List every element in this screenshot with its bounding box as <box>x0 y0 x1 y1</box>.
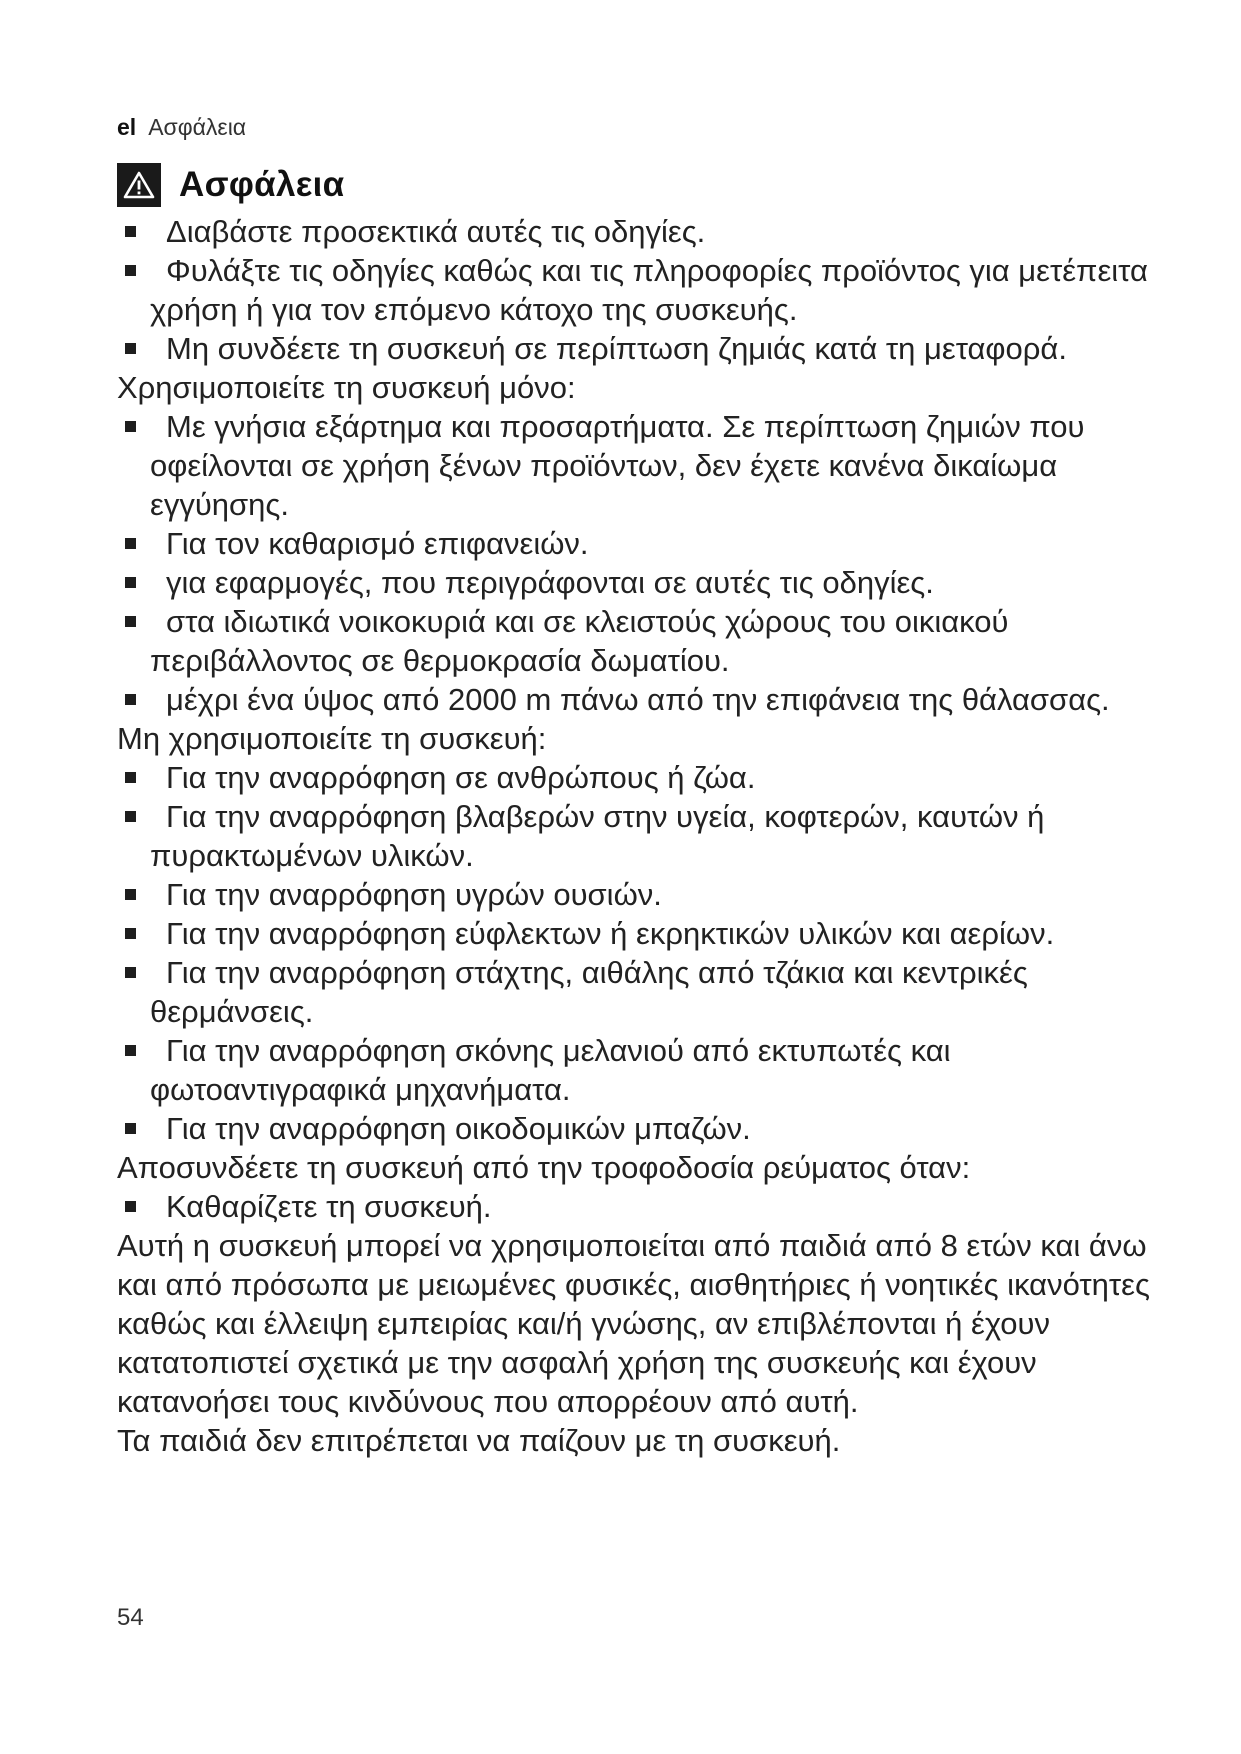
list-item-text: Για την αναρρόφηση στάχτης, αιθάλης από τζάκια και κεντρικές θερμάνσεις. <box>150 955 1028 1029</box>
bullet-square-icon <box>125 1045 136 1056</box>
list-item-text: Για την αναρρόφηση οικοδομικών μπαζών. <box>166 1111 751 1146</box>
bullet-square-icon <box>125 1123 136 1134</box>
bullet-square-icon <box>125 577 136 588</box>
warning-triangle-icon <box>117 163 161 207</box>
list-item-text: Διαβάστε προσεκτικά αυτές τις οδηγίες. <box>166 214 706 249</box>
bullet-square-icon <box>125 694 136 705</box>
list-item-text: Για την αναρρόφηση υγρών ουσιών. <box>166 877 662 912</box>
section-title-row <box>117 162 345 208</box>
list-item <box>117 914 1167 953</box>
list-item-text: Για την αναρρόφηση σκόνης μελανιού από εκτυπωτές και φωτοαντιγραφικά μηχανήματα. <box>150 1033 951 1107</box>
bullet-square-icon <box>125 811 136 822</box>
bullet-square-icon <box>125 1201 136 1212</box>
bullet-square-icon <box>125 265 136 276</box>
bullet-square-icon <box>125 889 136 900</box>
list-item <box>117 758 1167 797</box>
list-item-text: μέχρι ένα ύψος από 2000 m πάνω από την επιφάνεια της θάλασσας. <box>166 682 1110 717</box>
page-number: 54 <box>117 1604 144 1631</box>
paragraph-text: Μη χρησιμοποιείτε τη συσκευή: <box>117 721 547 756</box>
list-item <box>117 212 1167 251</box>
page-title: Ασφάλεια <box>179 165 345 204</box>
paragraph <box>117 1226 1167 1421</box>
list-item <box>117 875 1167 914</box>
paragraph <box>117 1148 1167 1187</box>
bullet-square-icon <box>125 967 136 978</box>
list-item-text: στα ιδιωτικά νοικοκυριά και σε κλειστούς χώρους του οικιακού περιβάλλοντος σε θερμοκρασία δωματίου. <box>150 604 1009 678</box>
paragraph-text: Τα παιδιά δεν επιτρέπεται να παίζουν με τη συσκευή. <box>117 1423 841 1458</box>
list-item <box>117 680 1167 719</box>
list-item-text: για εφαρμογές, που περιγράφονται σε αυτές τις οδηγίες. <box>166 565 934 600</box>
list-item <box>117 563 1167 602</box>
list-item-text: Για τον καθαρισμό επιφανειών. <box>166 526 589 561</box>
bullet-square-icon <box>125 343 136 354</box>
list-item-text: Μη συνδέετε τη συσκευή σε περίπτωση ζημιάς κατά τη μεταφορά. <box>166 331 1067 366</box>
paragraph <box>117 368 1167 407</box>
list-item-text: Για την αναρρόφηση εύφλεκτων ή εκρηκτικών υλικών και αερίων. <box>166 916 1055 951</box>
bullet-square-icon <box>125 928 136 939</box>
header-section: Ασφάλεια <box>148 114 247 140</box>
page-header <box>117 112 246 142</box>
list-item <box>117 953 1167 1031</box>
bullet-square-icon <box>125 421 136 432</box>
list-item <box>117 524 1167 563</box>
list-item-text: Με γνήσια εξάρτημα και προσαρτήματα. Σε περίπτωση ζημιών που οφείλονται σε χρήση ξένων προϊόντων, δεν έχετε κανένα δικαίωμα εγγύησης. <box>150 409 1085 522</box>
list-item-text: Καθαρίζετε τη συσκευή. <box>166 1189 492 1224</box>
list-item <box>117 329 1167 368</box>
list-item-text: Για την αναρρόφηση βλαβερών στην υγεία, κοφτερών, καυτών ή πυρακτωμένων υλικών. <box>150 799 1045 873</box>
list-item-text: Φυλάξτε τις οδηγίες καθώς και τις πληροφορίες προϊόντος για μετέπειτα χρήση ή για τον επόμενο κάτοχο της συσκευής. <box>150 253 1148 327</box>
paragraph-text: Αυτή η συσκευή μπορεί να χρησιμοποιείται από παιδιά από 8 ετών και άνω και από πρόσωπα με μειωμένες φυσικές, αισθητήριες ή νοητικές ικανότητες καθώς και έλλειψη εμπειρίας και/ή γνώσης, αν επιβλέπονται ή έχουν κατατοπιστεί σχετικά με την ασφαλή χρήση της συσκευής και έχουν κατανοήσει τους κινδύνους που απορρέουν από αυτή. <box>117 1228 1150 1419</box>
paragraph <box>117 719 1167 758</box>
paragraph-text: Χρησιμοποιείτε τη συσκευή μόνο: <box>117 370 576 405</box>
language-code: el <box>117 114 137 140</box>
paragraph <box>117 1421 1167 1460</box>
list-item <box>117 251 1167 329</box>
list-item-text: Για την αναρρόφηση σε ανθρώπους ή ζώα. <box>166 760 756 795</box>
bullet-square-icon <box>125 226 136 237</box>
list-item <box>117 1187 1167 1226</box>
paragraph-text: Αποσυνδέετε τη συσκευή από την τροφοδοσία ρεύματος όταν: <box>117 1150 971 1185</box>
list-item <box>117 797 1167 875</box>
safety-content <box>117 212 1167 1460</box>
bullet-square-icon <box>125 538 136 549</box>
list-item <box>117 407 1167 524</box>
list-item <box>117 1109 1167 1148</box>
bullet-square-icon <box>125 616 136 627</box>
list-item <box>117 1031 1167 1109</box>
list-item <box>117 602 1167 680</box>
bullet-square-icon <box>125 772 136 783</box>
